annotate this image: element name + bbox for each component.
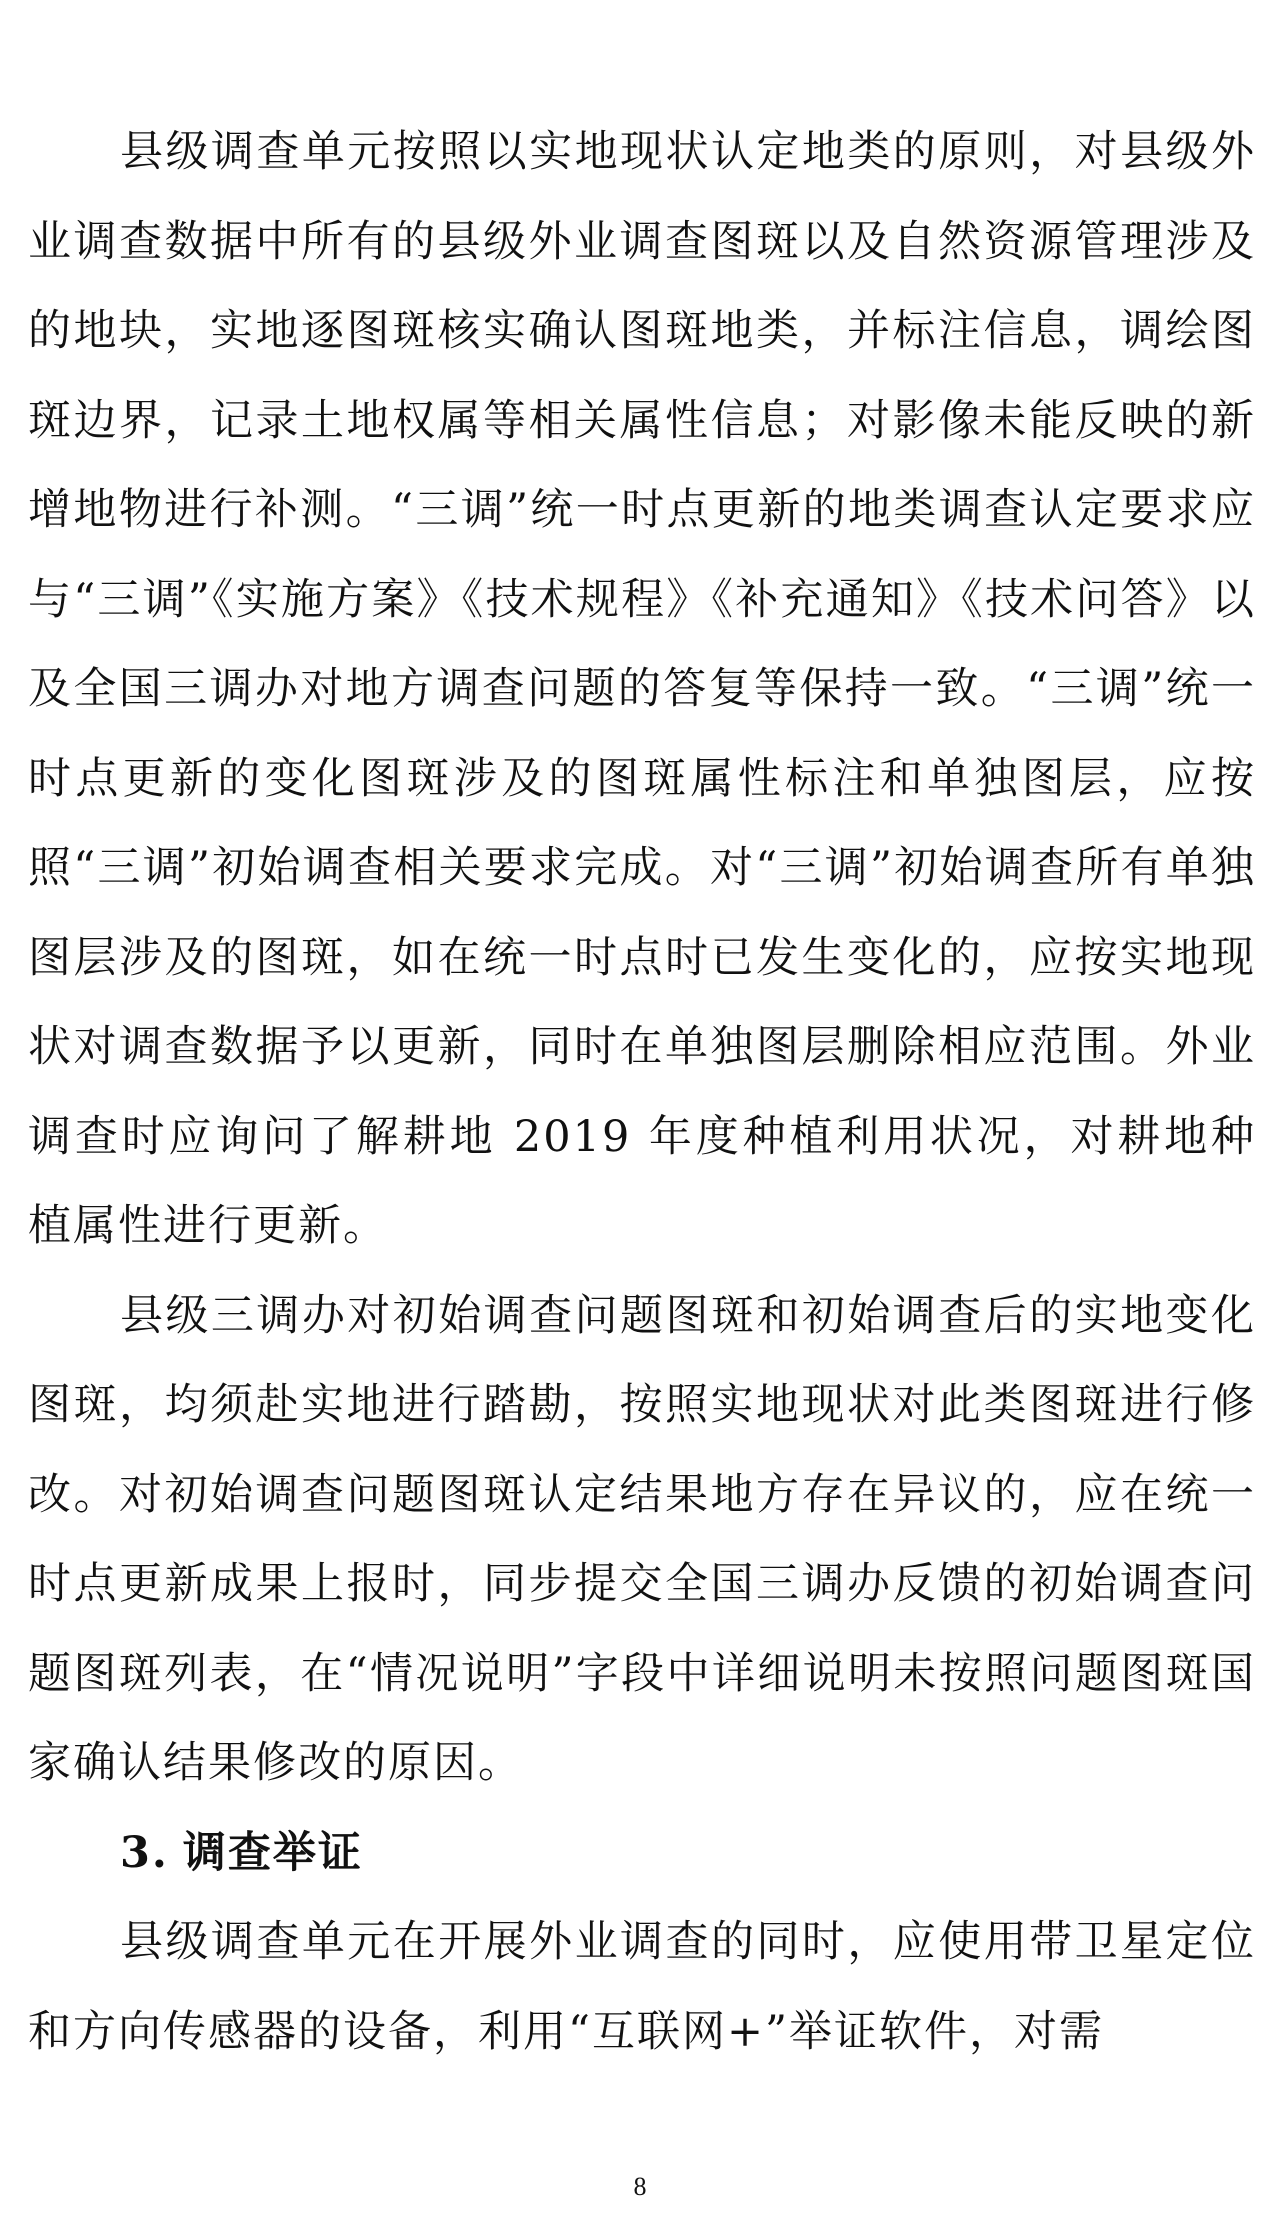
section-heading <box>28 1809 1256 1899</box>
section-number: 3. <box>120 1827 169 1878</box>
paragraph-evidence: 县级调查单元在开展外业调查的同时，应使用带卫星定位和方向传感器的设备，利用“互联网+”举证软件，对需 <box>28 1917 1256 2057</box>
page-content <box>28 108 1256 2077</box>
paragraph-field-survey-principle: 县级调查单元按照以实地现状认定地类的原则，对县级外业调查数据中所有的县级外业调查图斑以及自然资源管理涉及的地块，实地逐图斑核实确认图斑地类，并标注信息，调绘图斑边界，记录土地权属等相关属性信息；对影像未能反映的新增地物进行补测。“三调”统一时点更新的地类调查认定要求应与“三调”《实施方案》《技术规程》《补充通知》《技术问答》以及全国三调办对地方调查问题的答复等保持一致。“三调”统一时点更新的变化图斑涉及的图斑属性标注和单独图层，应按照“三调”初始调查相关要求完成。对“三调”初始调查所有单独图层涉及的图斑，如在统一时点时已发生变化的，应按实地现状对调查数据予以更新，同时在单独图层删除相应范围。外业调查时应询问了解耕地 2019 年度种植利用状况，对耕地种植属性进行更新。 <box>28 127 1256 1251</box>
section-title: 调查举证 <box>182 1827 363 1878</box>
paragraph-problem-patches: 县级三调办对初始调查问题图斑和初始调查后的实地变化图斑，均须赴实地进行踏勘，按照实地现状对此类图斑进行修改。对初始调查问题图斑认定结果地方存在异议的，应在统一时点更新成果上报时，同步提交全国三调办反馈的初始调查问题图斑列表，在“情况说明”字段中详细说明未按照问题图斑国家确认结果修改的原因。 <box>28 1290 1256 1788</box>
page-number: 8 <box>633 2172 647 2201</box>
